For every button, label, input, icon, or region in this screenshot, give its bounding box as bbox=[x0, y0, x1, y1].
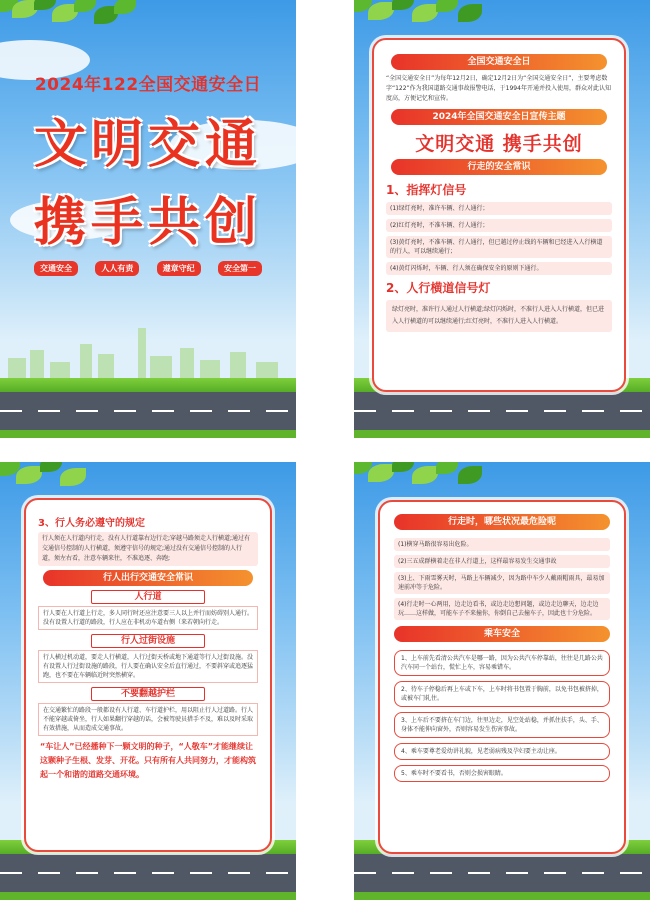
no-climbing-text: 在交通繁忙的路段一般都设有人行道、车行道护栏，用以阻止行人过道路。行人不能穿越或倚坐，行人如果翻行穿越的话，会被驾驶员措手不及，难以及时采取有效措施，从而造成交通事故。 bbox=[38, 703, 258, 736]
crossing-facilities-text: 行人横过机动道，要走人行横道，人行过街天桥或地下通道等行人过街设施。没有设置人行过街设施的路段，行人要在确认安全后直行通过，不要斜穿或追逐猛跑，也不要在车辆临近时突然横穿。 bbox=[38, 650, 258, 683]
list-item: 4、乘车要尊老爱幼讲礼貌，见老弱病残及孕妇要主动让座。 bbox=[394, 743, 610, 760]
list-item: (1)绿灯亮时，准许车辆、行人通行； bbox=[386, 202, 612, 215]
poster-panel-cover bbox=[0, 0, 296, 438]
list-item: (3)上、下雨雪雾天时，马路上车辆减少，因为路中车少人戴雨帽雨具，最易加速前冲等于危险。 bbox=[394, 572, 610, 594]
subtitle-no-climbing: 不要翻越护栏 bbox=[91, 687, 205, 701]
safety-day-intro: “全国交通安全日”为每年12月2日，确定12月2日为“全国交通安全日”，主要考虑数字“122”作为我国道路交通事故报警电话，于1994年开通并投入使用，群众对此认知度高，方便记忆和宣传。 bbox=[386, 75, 611, 102]
date-headline: 2024年122全国交通安全日 bbox=[34, 75, 262, 95]
ribbon-ride-safety: 乘车安全 bbox=[394, 626, 610, 642]
list-item: 1、上车前先看清公共汽车是哪一路，因为公共汽车停靠站，往往是几路公共汽车同一个站台，慌忙上车，容易乘错车。 bbox=[394, 650, 610, 676]
list-item: (4)黄灯闪烁时，车辆、行人须在确保安全的原则下通行。 bbox=[386, 262, 612, 275]
knowledge-ribbon: 行走的安全常识 bbox=[391, 159, 607, 175]
content-card bbox=[372, 38, 626, 392]
list-item: 5、乘车时不要看书，否则会损害眼睛。 bbox=[394, 765, 610, 782]
theme-ribbon: 2024年全国交通安全日宣传主题 bbox=[391, 109, 607, 125]
road bbox=[354, 392, 650, 430]
list-item: (3)黄灯亮时，不准车辆、行人通行，但已越过停止线的车辆和已经进入人行横道的行人，可以继续通行； bbox=[386, 236, 612, 258]
content-card bbox=[24, 498, 272, 852]
city-skyline bbox=[0, 324, 296, 384]
tag-item: 人人有责 bbox=[95, 261, 139, 276]
road bbox=[354, 854, 650, 892]
road bbox=[0, 854, 296, 892]
section-title-signal-lights: 1、指挥灯信号 bbox=[386, 183, 467, 197]
closing-message: “车让人”已经播种下一颗文明的种子，“人敬车”才能继续让这颗种子生根、发芽、开花。只有所有人共同努力，才能构筑起一个和谐的道路交通环境。 bbox=[40, 742, 256, 779]
poster-panel-safety-day bbox=[354, 0, 650, 438]
section-title-crosswalk: 2、人行横道信号灯 bbox=[386, 281, 491, 295]
list-item: (4)行走时一心两用，边走边看书，或边走边想问题，或边走边聊天，边走边玩……这样做，可能车子不来撞你，你倒自己去撞车子，因此也十分危险。 bbox=[394, 598, 610, 620]
leaves-decoration bbox=[354, 0, 498, 40]
list-item: 3、上车后不要挤在车门边，往里边走，见空处站稳，并抓住扶手，头、手、身体不能伸向窗外，否则容易发生伤害事故。 bbox=[394, 712, 610, 738]
slogan-tags bbox=[34, 261, 262, 276]
main-title-line1: 文明交通 bbox=[33, 115, 262, 175]
list-item: 2、待车子停稳后再上车或下车，上车时将书包置于胸前，以免书包被挤掉，或被车门轧住。 bbox=[394, 681, 610, 707]
ribbon-pedestrian-tips: 行人出行交通安全常识 bbox=[43, 570, 253, 586]
poster-panel-pedestrian-rules bbox=[0, 462, 296, 900]
main-title-line2: 携手共创 bbox=[33, 193, 262, 253]
header-ribbon: 全国交通安全日 bbox=[391, 54, 607, 70]
subtitle-crossing-facilities: 行人过街设施 bbox=[91, 634, 205, 648]
leaves-decoration bbox=[0, 0, 144, 40]
ribbon-danger: 行走时，哪些状况最危险呢 bbox=[394, 514, 610, 530]
list-item: (1)横穿马路很容易出危险。 bbox=[394, 538, 610, 551]
list-item: (2)三五成群横着走在非人行道上，这样最容易发生交通事故 bbox=[394, 555, 610, 568]
leaves-decoration bbox=[0, 462, 144, 502]
leaves-decoration bbox=[354, 462, 498, 502]
list-item: (2)红灯亮时，不准车辆、行人通行； bbox=[386, 219, 612, 232]
theme-title: 文明交通 携手共创 bbox=[415, 133, 583, 155]
tag-item: 遵章守纪 bbox=[157, 261, 201, 276]
pedestrian-rules-text: 行人须在人行道内行走，没有人行道靠右边行走;穿越马路须走人行横道;通过有交通信号控制的人行横道，须遵守信号的规定;通过没有交通信号控制的人行道，须左右看，注意车辆来往，不准追逐、奔跑; bbox=[38, 532, 258, 566]
road bbox=[0, 392, 296, 430]
tag-item: 交通安全 bbox=[34, 261, 78, 276]
crosswalk-text: 绿灯亮时，准许行人通过人行横道;绿灯闪烁时，不准行人进入人行横道，但已进入人行横道的可以继续通行;红灯亮时，不准行人进入人行横道。 bbox=[386, 300, 612, 332]
tag-item: 安全第一 bbox=[218, 261, 262, 276]
section-title-pedestrian-rules: 3、行人务必遵守的规定 bbox=[38, 518, 145, 529]
subtitle-sidewalk: 人行道 bbox=[91, 590, 205, 604]
content-card bbox=[378, 500, 626, 854]
sidewalk-text: 行人要在人行道上行走，多人同行时还应注意要三人以上并行而妨碍别人通行。没有设置人行道的路段，行人应在非机动车道右侧（来若朝向行走。 bbox=[38, 606, 258, 630]
poster-panel-walking-riding bbox=[354, 462, 650, 900]
